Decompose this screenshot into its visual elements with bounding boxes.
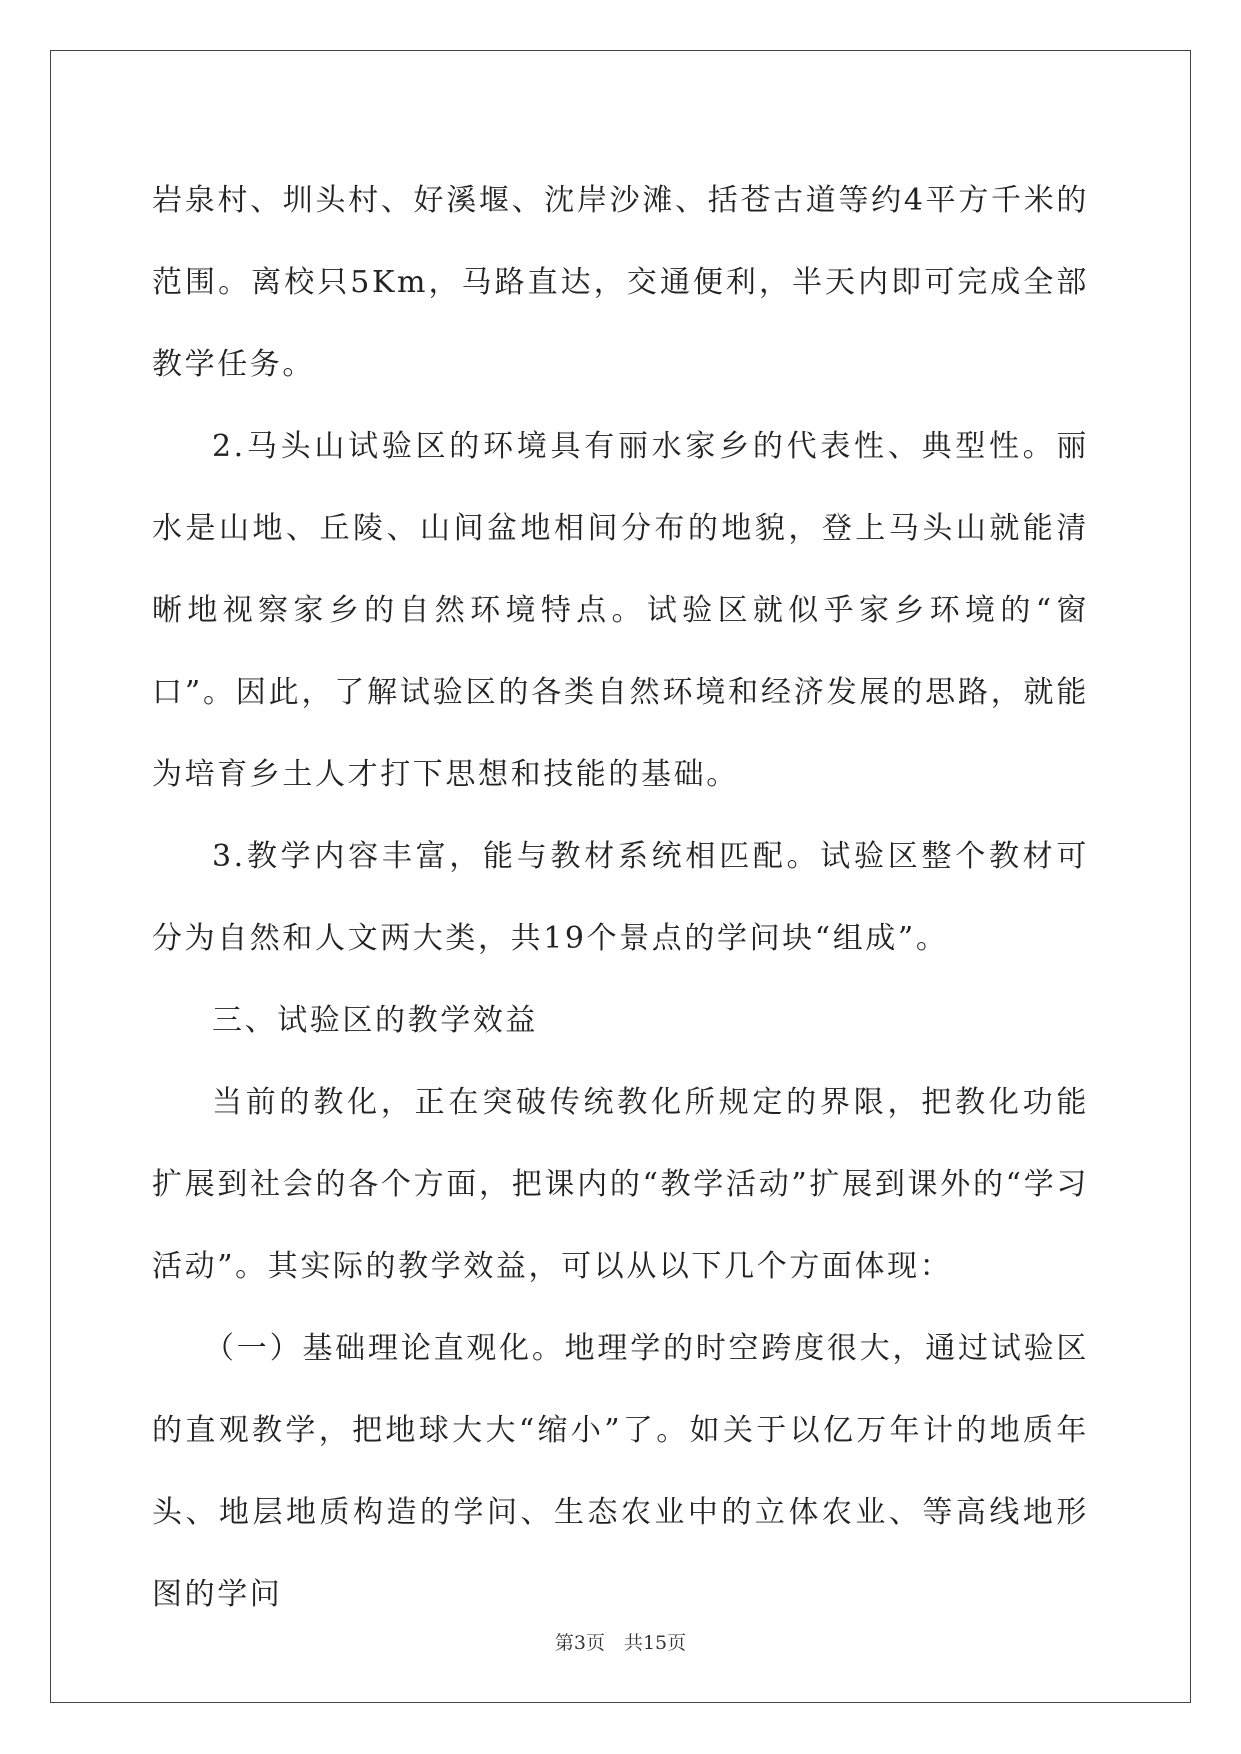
paragraph-point-3: 3.教学内容丰富，能与教材系统相匹配。试验区整个教材可分为自然和人文两大类，共19个景点的学问块“组成”。 (152, 839, 1089, 956)
paragraph-point-2: 2.马头山试验区的环境具有丽水家乡的代表性、典型性。丽水是山地、丘陵、山间盆地相间分布的地貌，登上马头山就能清晰地视察家乡的自然环境特点。试验区就似乎家乡环境的“窗口”。因此，了解试验区的各类自然环境和经济发展的思路，就能为培育乡土人才打下思想和技能的基础。 (152, 429, 1089, 792)
paragraph-continuation: 岩泉村、圳头村、好溪堰、沈岸沙滩、括苍古道等约4平方千米的范围。离校只5Km，马路直达，交通便利，半天内即可完成全部教学任务。 (152, 183, 1089, 382)
document-body (152, 160, 1089, 1636)
page-footer: 第3页 共15页 (554, 1632, 687, 1654)
paragraph-subpoint-1: （一）基础理论直观化。地理学的时空跨度很大，通过试验区的直观教学，把地球大大“缩小”了。如关于以亿万年计的地质年头、地层地质构造的学问、生态农业中的立体农业、等高线地形图的学问 (152, 1331, 1089, 1612)
paragraph-intro: 当前的教化，正在突破传统教化所规定的界限，把教化功能扩展到社会的各个方面，把课内的“教学活动”扩展到课外的“学习活动”。其实际的教学效益，可以从以下几个方面体现： (152, 1085, 1089, 1284)
section-heading: 三、试验区的教学效益 (212, 1003, 538, 1038)
